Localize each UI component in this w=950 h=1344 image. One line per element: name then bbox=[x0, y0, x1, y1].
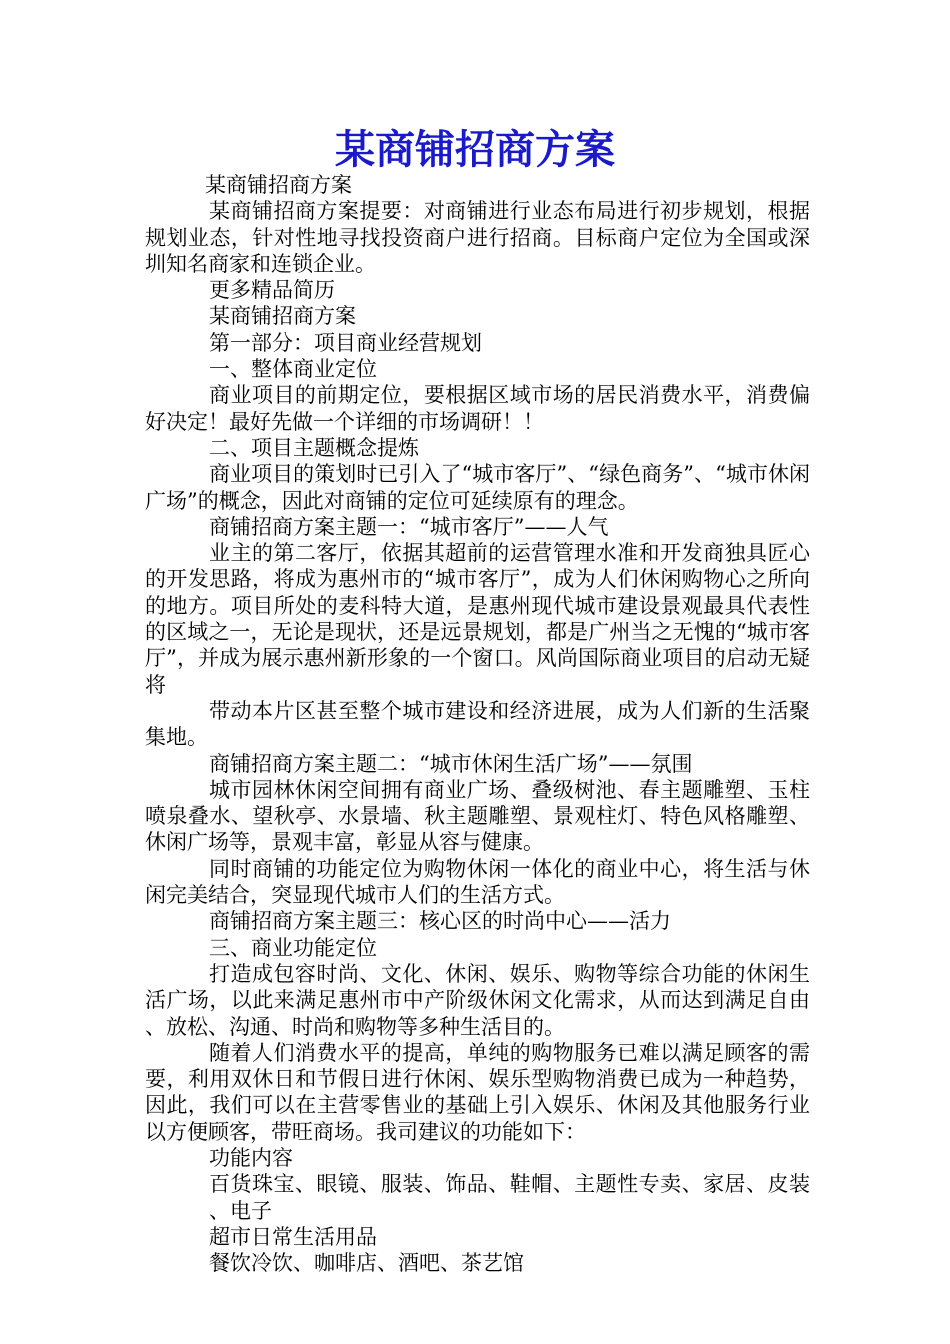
section-heading: 商铺招商方案主题一：“城市客厅”——人气 bbox=[209, 514, 609, 539]
section-heading: 二、项目主题概念提炼 bbox=[209, 435, 419, 460]
section-heading: 一、整体商业定位 bbox=[209, 357, 377, 382]
paragraph: 带动本片区甚至整个城市建设和经济进展，成为人们新的生活聚集地。 bbox=[145, 698, 810, 750]
paragraph: 某商铺招商方案 bbox=[205, 173, 352, 197]
document-title: 某商铺招商方案 bbox=[335, 126, 615, 173]
paragraph: 同时商铺的功能定位为购物休闲一体化的商业中心，将生活与休闲完美结合，突显现代城市人们的生活方式。 bbox=[145, 856, 810, 908]
paragraph: 打造成包容时尚、文化、休闲、娱乐、购物等综合功能的休闲生活广场，以此来满足惠州市中产阶级休闲文化需求，从而达到满足自由、放松、沟通、时尚和购物等多种生活目的。 bbox=[145, 961, 810, 1039]
list-item: 超市日常生活用品 bbox=[209, 1224, 377, 1249]
list-item: 功能内容 bbox=[209, 1145, 293, 1170]
paragraph: 城市园林休闲空间拥有商业广场、叠级树池、春主题雕塑、玉柱喷泉叠水、望秋亭、水景墙、秋主题雕塑、景观柱灯、特色风格雕塑、休闲广场等，景观丰富，彰显从容与健康。 bbox=[145, 777, 810, 855]
paragraph: 更多精品简历 bbox=[209, 278, 335, 303]
section-heading: 三、商业功能定位 bbox=[209, 935, 377, 960]
list-item: 百货珠宝、眼镜、服装、饰品、鞋帽、主题性专卖、家居、皮装、电子 bbox=[209, 1172, 810, 1223]
paragraph: 某商铺招商方案提要：对商铺进行业态布局进行初步规划，根据规划业态，针对性地寻找投资商户进行招商。目标商户定位为全国或深圳知名商家和连锁企业。 bbox=[145, 199, 810, 276]
section-heading: 商铺招商方案主题三：核心区的时尚中心——活力 bbox=[209, 909, 671, 934]
paragraph: 商业项目的策划时已引入了“城市客厅”、“绿色商务”、“城市休闲广场”的概念，因此对商铺的定位可延续原有的理念。 bbox=[145, 462, 810, 513]
list-item: 餐饮冷饮、咖啡店、酒吧、茶艺馆 bbox=[209, 1251, 524, 1276]
section-heading: 商铺招商方案主题二：“城市休闲生活广场”——氛围 bbox=[209, 751, 693, 776]
section-heading: 第一部分：项目商业经营规划 bbox=[209, 330, 482, 355]
document-body bbox=[145, 172, 810, 1276]
paragraph: 商业项目的前期定位，要根据区域市场的居民消费水平，消费偏好决定！最好先做一个详细的市场调研！！ bbox=[145, 383, 810, 434]
paragraph: 随着人们消费水平的提高，单纯的购物服务已难以满足顾客的需要，利用双休日和节假日进行休闲、娱乐型购物消费已成为一种趋势，因此，我们可以在主营零售业的基础上引入娱乐、休闲及其他服务行业以方便顾客，带旺商场。我司建议的功能如下： bbox=[145, 1040, 810, 1144]
paragraph: 业主的第二客厅，依据其超前的运营管理水准和开发商独具匠心的开发思路，将成为惠州市的“城市客厅”，成为人们休闲购物心之所向的地方。项目所处的麦科特大道，是惠州现代城市建设景观最具代表性的区域之一，无论是现状，还是远景规划，都是广州当之无愧的“城市客厅”，并成为展示惠州新形象的一个窗口。风尚国际商业项目的启动无疑将 bbox=[145, 541, 810, 697]
paragraph: 某商铺招商方案 bbox=[209, 304, 356, 329]
